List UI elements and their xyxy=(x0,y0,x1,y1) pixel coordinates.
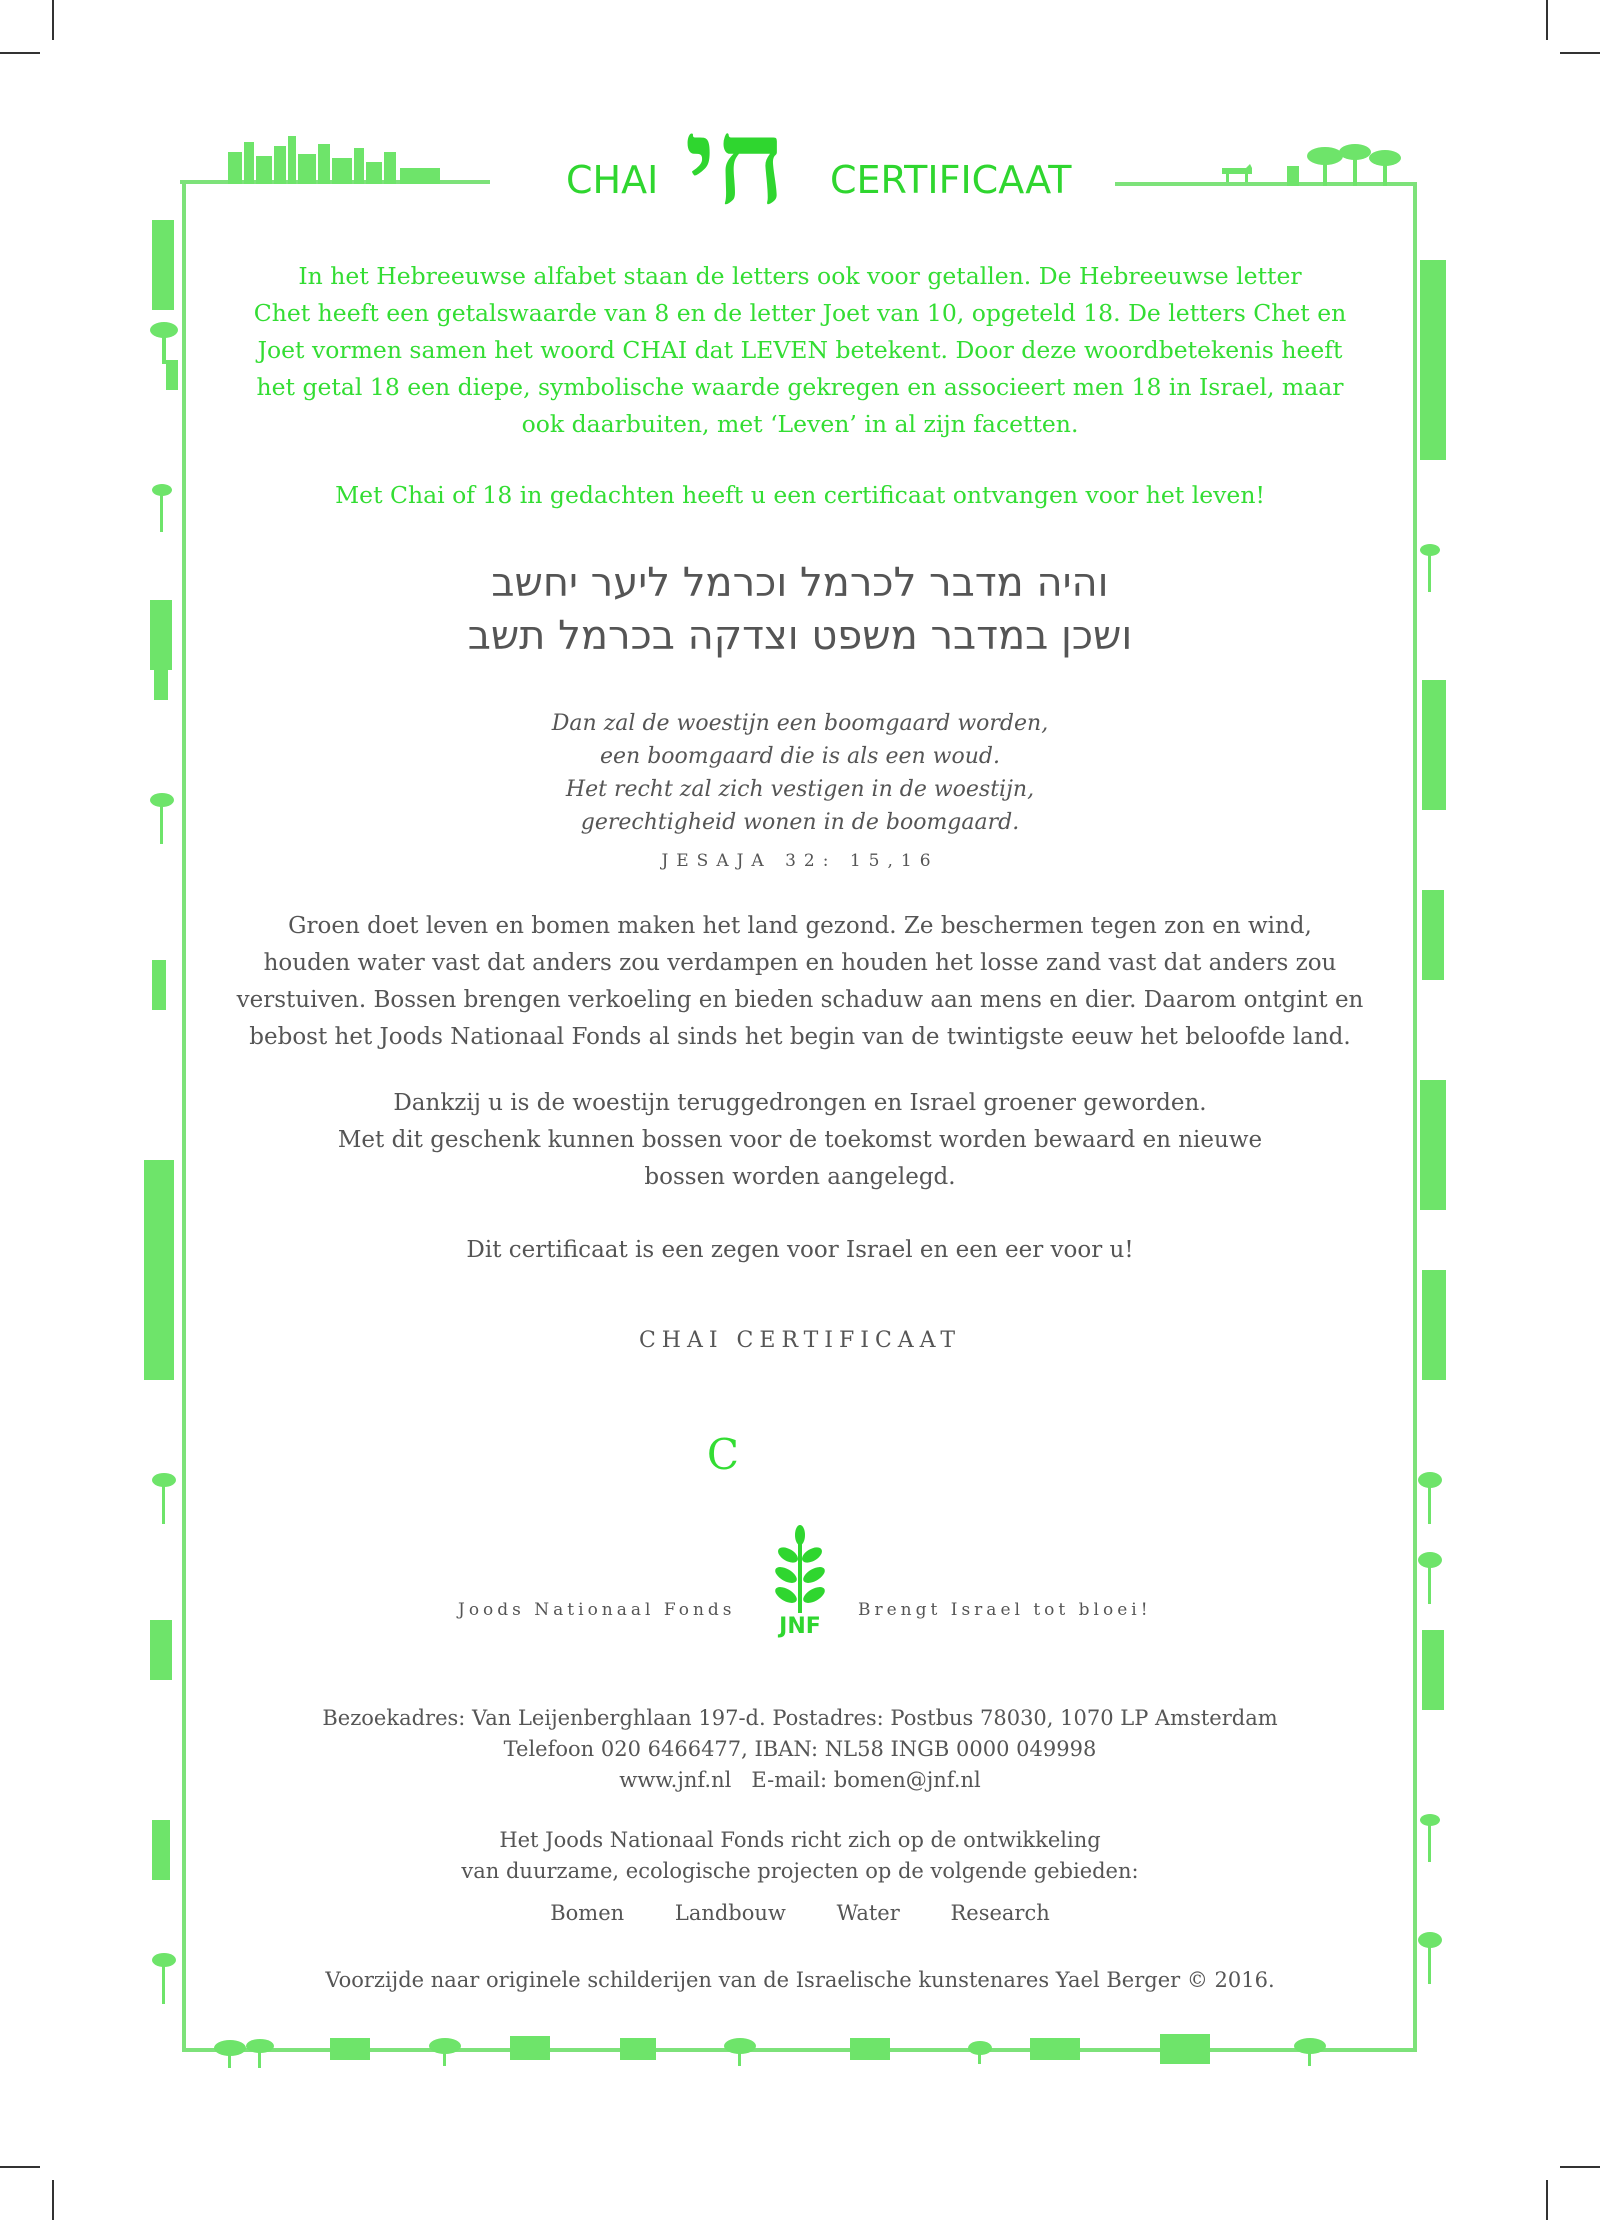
verse-translation xyxy=(0,707,1600,839)
intro-line: het getal 18 een diepe, symbolische waarde gekregen en associeert men 18 in Israel, maar xyxy=(256,373,1344,401)
intro-line: In het Hebreeuwse alfabet staan de letters ook voor getallen. De Hebreeuwse letter xyxy=(298,262,1302,290)
crop-mark xyxy=(1546,0,1548,40)
leaf-sprout-icon xyxy=(772,1525,828,1615)
mission-areas xyxy=(0,1898,1600,1929)
verse-line: gerechtigheid wonen in de boomgaard. xyxy=(580,810,1020,835)
body-line: Groen doet leven en bomen maken het land gezond. Ze beschermen tegen zon en wind, xyxy=(288,913,1312,939)
crop-mark xyxy=(1560,52,1600,54)
credit-line: Voorzijde naar originele schilderijen van de Israelische kunstenares Yael Berger © 2016. xyxy=(325,1968,1275,1992)
contact-address: Bezoekadres: Van Leijenberghlaan 197-d. Postadres: Postbus 78030, 1070 LP Amsterdam xyxy=(322,1706,1278,1730)
jnf-left-text: Joods Nationaal Fonds xyxy=(458,1600,736,1620)
body-line: bossen worden aangelegd. xyxy=(644,1164,956,1190)
crop-mark xyxy=(0,52,40,54)
crop-mark xyxy=(52,0,54,40)
area-item: Landbouw xyxy=(674,1901,786,1925)
body-line: Dankzij u is de woestijn teruggedrongen en Israel groener geworden. xyxy=(393,1090,1207,1116)
crop-mark xyxy=(1546,2180,1548,2220)
crop-mark xyxy=(1560,2166,1600,2168)
header-left-word: CHAI xyxy=(566,158,659,202)
mission-line: van duurzame, ecologische projecten op de volgende gebieden: xyxy=(461,1859,1139,1883)
intro-paragraph xyxy=(0,258,1600,443)
mission-line: Het Joods Nationaal Fonds richt zich op de ontwikkeling xyxy=(499,1828,1101,1852)
body-paragraph-2 xyxy=(0,1085,1600,1196)
hebrew-verse-line-2: ושכן במדבר משפט וצדקה בכרמל תשב xyxy=(467,613,1133,659)
header-right-word: CERTIFICAAT xyxy=(830,158,1072,202)
body-line: bebost het Joods Nationaal Fonds al sinds het begin van de twintigste eeuw het beloofde land. xyxy=(249,1024,1351,1050)
area-item: Research xyxy=(950,1901,1050,1925)
crop-mark xyxy=(0,2166,40,2168)
area-item: Water xyxy=(836,1901,900,1925)
crop-mark xyxy=(52,2180,54,2220)
email-link[interactable]: E-mail: bomen@jnf.nl xyxy=(751,1768,981,1792)
bottom-border-trees-icon xyxy=(200,2028,1400,2078)
verse-line: Dan zal de woestijn een boomgaard worden, xyxy=(551,711,1049,736)
body-line: Met dit geschenk kunnen bossen voor de toekomst worden bewaard en nieuwe xyxy=(337,1127,1263,1153)
area-item: Bomen xyxy=(550,1901,625,1925)
body-paragraph-1 xyxy=(0,908,1600,1056)
city-skyline-icon xyxy=(220,132,450,184)
trees-icon xyxy=(1285,140,1415,186)
contact-phone-iban: Telefoon 020 6466477, IBAN: NL58 INGB 0000 049998 xyxy=(503,1737,1097,1761)
intro-line: Joet vormen samen het woord CHAI dat LEVEN betekent. Door deze woordbetekenis heeft xyxy=(257,336,1343,364)
mission-block xyxy=(0,1825,1600,1887)
verse-line: een boomgaard die is als een woud. xyxy=(600,744,1000,769)
verse-reference: JESAJA 32: 15,16 xyxy=(661,851,939,871)
blessing-line: Dit certificaat is een zegen voor Israel en een eer voor u! xyxy=(466,1237,1134,1263)
body-line: verstuiven. Bossen brengen verkoeling en bieden schaduw aan mens en dier. Daarom ontgint en xyxy=(236,987,1364,1013)
intro-closing: Met Chai of 18 in gedachten heeft u een certificaat ontvangen voor het leven! xyxy=(335,481,1265,509)
body-line: houden water vast dat anders zou verdampen en houden het losse zand vast dat anders zou xyxy=(263,950,1337,976)
contact-web-line xyxy=(0,1765,1600,1796)
certificate-label: CHAI CERTIFICAAT xyxy=(638,1328,962,1353)
contact-block xyxy=(0,1703,1600,1796)
jnf-logo-text: JNF xyxy=(779,1614,821,1639)
cow-icon xyxy=(1218,162,1254,184)
jnf-right-text: Brengt Israel tot bloei! xyxy=(858,1600,1152,1620)
hebrew-verse-line-1: והיה מדבר לכרמל וכרמל ליער יחשב xyxy=(491,560,1109,606)
intro-line: Chet heeft een getalswaarde van 8 en de letter Joet van 10, opgeteld 18. De letters Chet en xyxy=(253,299,1347,327)
website-link[interactable]: www.jnf.nl xyxy=(619,1768,732,1792)
intro-line: ook daarbuiten, met ‘Leven’ in al zijn facetten. xyxy=(521,410,1079,438)
verse-line: Het recht zal zich vestigen in de woestijn, xyxy=(565,777,1035,802)
letter-mark: C xyxy=(706,1430,740,1479)
jnf-logo xyxy=(770,1525,830,1645)
hebrew-title: חי xyxy=(684,92,786,231)
